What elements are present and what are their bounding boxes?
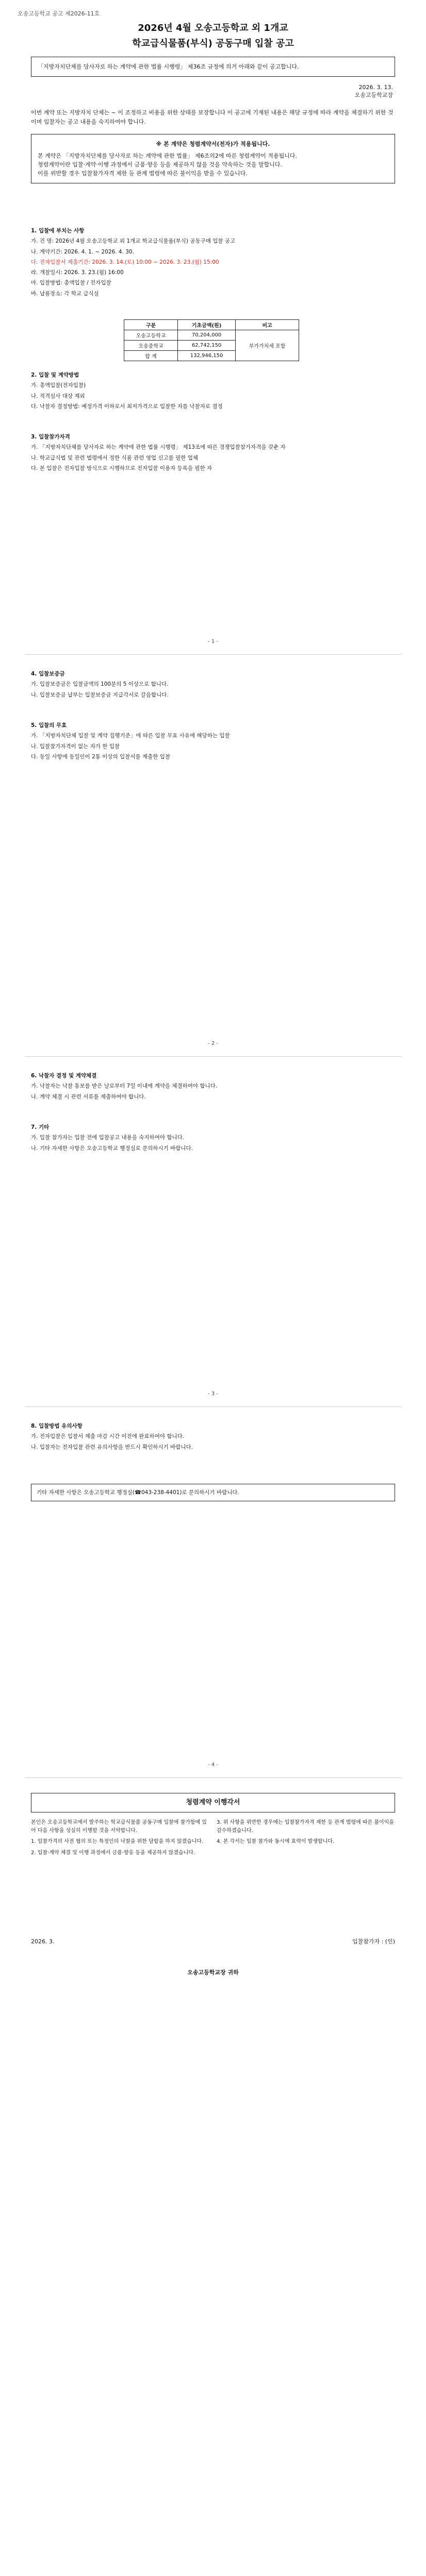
table-row: 오송고등학교 70,204,000 부가가치세 포함 <box>124 330 299 341</box>
page-number: - 4 - <box>208 1762 218 1768</box>
page-divider <box>25 1056 401 1057</box>
price-table <box>124 319 299 361</box>
section-1 <box>31 227 395 300</box>
pledge-right-col: 3. 위 사항을 위반한 경우에는 입찰참가자격 제한 등 관계 법령에 따른 불이익을 감수하겠습니다. 4. 본 각서는 입찰 참가와 동시에 효력이 발생합니다. <box>217 1820 394 1844</box>
page-subtitle: 학교급식물품(부식) 공동구매 입찰 공고 <box>132 38 294 49</box>
intro-box: 「지방자치단체를 당사자로 하는 계약에 관한 법률 시행령」 제36조 규정에 의거 아래와 같이 공고합니다. <box>31 57 395 77</box>
integrity-notice-box <box>31 134 395 183</box>
section-6 <box>31 1072 395 1103</box>
integrity-notice-title: ※ 본 계약은 청렴계약서(전자)가 적용됩니다. <box>156 141 270 147</box>
section-5-item: 가. 「지방자치단체 입찰 및 계약 집행기준」에 따른 입찰 무효 사유에 해당하는 입찰 <box>31 733 230 739</box>
table-header: 구분 <box>124 320 178 330</box>
section-8-title: 8. 입찰방법 유의사항 <box>31 1423 83 1429</box>
page-number: - 2 - <box>208 1041 218 1046</box>
date-block <box>355 83 393 99</box>
title-block <box>0 21 426 49</box>
page-divider <box>25 1406 401 1407</box>
pledge-date-row <box>31 1937 395 1945</box>
section-8-item: 나. 입찰자는 전자입찰 관련 유의사항을 반드시 확인하시기 바랍니다. <box>31 1444 193 1450</box>
section-4-title: 4. 입찰보증금 <box>31 671 65 677</box>
section-1-item: 라. 개찰일시: 2026. 3. 23.(월) 16:00 <box>31 269 124 276</box>
integrity-line-2: 청렴계약이란 입찰·계약·이행 과정에서 금품·향응 등을 제공하지 않을 것을 약속하는 것을 말합니다. <box>38 161 282 168</box>
issuer: 오송고등학교장 <box>354 92 393 99</box>
section-6-item: 나. 계약 체결 시 관련 서류를 제출하여야 합니다. <box>31 1093 146 1100</box>
table-row: 합 계 132,946,150 <box>124 351 299 361</box>
section-3 <box>31 433 395 474</box>
pledge-date: 2026. 3. <box>31 1938 55 1945</box>
section-7-item: 가. 입찰 참가자는 입찰 전에 입찰공고 내용을 숙지하여야 합니다. <box>31 1134 185 1141</box>
section-1-item: 다. 전자입찰서 제출기간: 2026. 3. 14.(토) 10:00 ~ 2026. 3. 23.(월) 15:00 <box>31 259 219 265</box>
table-header: 비고 <box>236 320 299 330</box>
page-number: - 3 - <box>208 1391 218 1397</box>
notice-date: 2026. 3. 13. <box>358 84 393 91</box>
section-7 <box>31 1123 395 1155</box>
page-title: 2026년 4월 오송고등학교 외 1개교 <box>138 23 288 33</box>
section-3-title: 3. 입찰참가자격 <box>31 434 70 440</box>
section-8 <box>31 1422 395 1453</box>
section-2-item: 가. 총액입찰(전자입찰) <box>31 382 86 389</box>
section-1-title: 1. 입찰에 부치는 사항 <box>31 228 85 234</box>
table-row: 오송중학교 62,742,150 <box>124 341 299 351</box>
section-5 <box>31 721 395 763</box>
section-1-item: 나. 계약기간: 2026. 4. 1. ~ 2026. 4. 30. <box>31 248 134 255</box>
section-4-item: 가. 입찰보증금은 입찰금액의 100분의 5 이상으로 합니다. <box>31 681 169 688</box>
section-2-item: 나. 적격심사 대상 제외 <box>31 393 85 399</box>
page-number: - 1 - <box>208 639 218 645</box>
section-2-title: 2. 입찰 및 계약방법 <box>31 372 79 378</box>
pledge-signer: 입찰참가자 : (인) <box>352 1938 395 1945</box>
page-divider <box>25 1777 401 1778</box>
contact-box: 기타 자세한 사항은 오송고등학교 행정실(☎043-238-4401)로 문의하시기 바랍니다. <box>31 1484 395 1501</box>
pledge-left-col: 본인은 오송고등학교에서 발주하는 학교급식물품 공동구매 입찰에 참가함에 있어 다음 사항을 성실히 이행할 것을 서약합니다. 1. 입찰가격의 사전 협의 또는 특정인의 낙찰을 위한 담합을 하지 않겠습니다. 2. 입찰·계약 체결 및 이행 과정에서 금품·향응 등을 제공하지 않겠습니다. <box>31 1820 207 1856</box>
section-8-item: 가. 전자입찰은 입찰서 제출 마감 시간 이전에 완료하여야 합니다. <box>31 1433 185 1440</box>
section-1-item: 마. 입찰방법: 총액입찰 / 전자입찰 <box>31 280 111 286</box>
notice-number: 오송고등학교 공고 제2026-11호 <box>18 10 100 17</box>
intro-paragraph: 이번 계약 또는 지방자치 단체는 ~ 이 조정하고 비용을 위한 상태를 보장합니다 이 공고에 기재된 내용은 해당 규정에 따라 계약을 체결하기 위한 것이며 입찰자는 공고 내용을 숙지하여야 합니다. <box>31 109 394 125</box>
section-3-item: 다. 본 입찰은 전자입찰 방식으로 시행하므로 전자입찰 이용자 등록을 필한 자 <box>31 465 212 471</box>
section-7-title: 7. 기타 <box>31 1124 50 1130</box>
section-2-item: 다. 낙찰자 결정방법: 예정가격 이하로서 최저가격으로 입찰한 자를 낙찰자로 결정 <box>31 403 223 410</box>
section-5-item: 나. 입찰참가자격이 없는 자가 한 입찰 <box>31 743 120 750</box>
section-7-item: 나. 기타 자세한 사항은 오송고등학교 행정실로 문의하시기 바랍니다. <box>31 1145 193 1151</box>
section-3-item: 가. 「지방자치단체를 당사자로 하는 계약에 관한 법률 시행령」 제13조에 따른 경쟁입찰참가자격을 갖춘 자 <box>31 444 286 451</box>
pledge-title: 청렴계약 이행각서 <box>31 1793 395 1812</box>
table-header: 기초금액(원) <box>177 320 235 330</box>
section-6-title: 6. 낙찰자 결정 및 계약체결 <box>31 1073 97 1079</box>
section-4-item: 나. 입찰보증금 납부는 입찰보증금 지급각서로 갈음합니다. <box>31 691 169 698</box>
pledge-recipient: 오송고등학교장 귀하 <box>187 1969 239 1976</box>
integrity-line-1: 본 계약은 「지방자치단체를 당사자로 하는 계약에 관한 법률」 제6조의2에 따른 청렴계약이 적용됩니다. <box>38 152 297 160</box>
section-1-item: 가. 건 명: 2026년 4월 오송고등학교 외 1개교 학교급식물품(부식) 공동구매 입찰 공고 <box>31 238 236 245</box>
page-divider <box>25 654 401 655</box>
section-4 <box>31 670 395 701</box>
section-5-title: 5. 입찰의 무효 <box>31 722 67 728</box>
section-5-item: 다. 동일 사항에 동일인이 2통 이상의 입찰서를 제출한 입찰 <box>31 753 171 760</box>
section-3-item: 나. 학교급식법 및 관련 법령에서 정한 식품 관련 영업 신고를 필한 업체 <box>31 454 199 461</box>
integrity-line-3: 이를 위반할 경우 입찰참가자격 제한 등 관계 법령에 따른 불이익을 받을 수 있습니다. <box>38 170 248 177</box>
section-6-item: 가. 낙찰자는 낙찰 통보를 받은 날로부터 7일 이내에 계약을 체결하여야 합니다. <box>31 1083 218 1090</box>
pledge-body <box>31 1819 395 1860</box>
section-2 <box>31 371 395 413</box>
section-1-item: 바. 납품장소: 각 학교 급식실 <box>31 290 99 297</box>
